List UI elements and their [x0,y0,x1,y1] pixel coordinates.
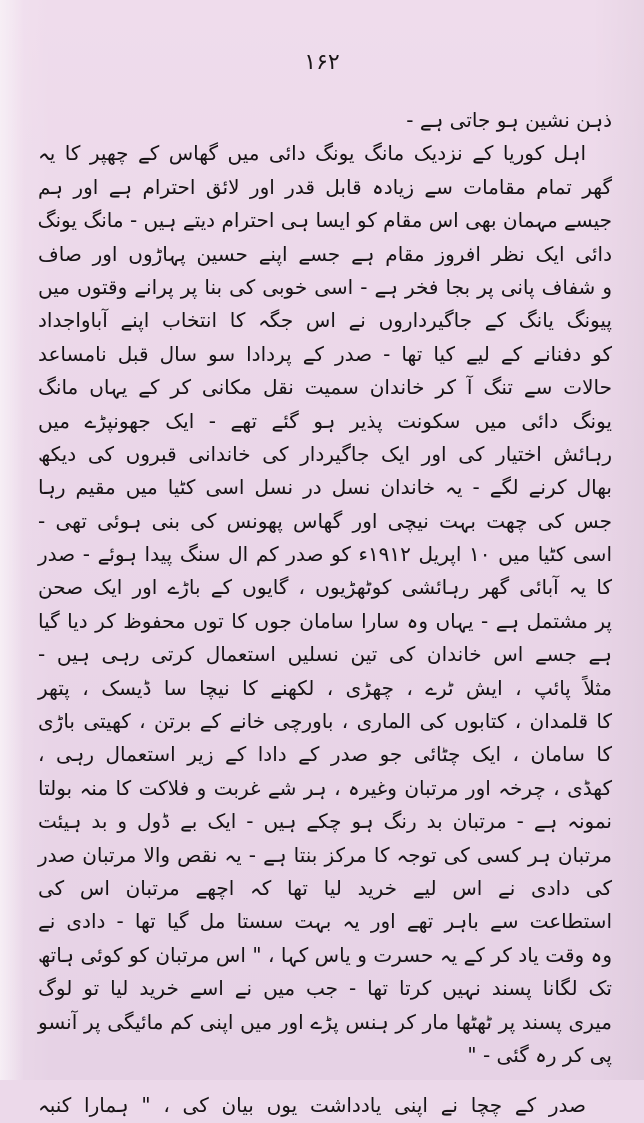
body-text [38,104,612,1123]
text-line: صدر کے چچا نے اپنی یادداشت یوں بیان کی ، " ہمارا کنبہ [38,1093,586,1118]
text-line: جس کی چھت بہت نیچی اور گھاس پھونس کی بنی ہوئی تھی - [38,508,612,533]
text-line: دائی ایک نظر افروز مقام ہے جسے اپنے حسین پہاڑوں اور صاف [38,241,612,266]
text-line: جیسے مہمان بھی اس مقام کو ایسا ہی احترام دیتے ہیں - مانگ یونگ [37,208,612,233]
text-line: مرتبان ہر کسی کی توجہ کا مرکز بنتا ہے - یہ نقص والا مرتبان صدر [38,842,612,867]
text-line: اسی کٹیا میں ۱۰ اپریل ۱۹۱۲ء کو صدر کم ال سنگ پیدا ہوئے - صدر [38,542,612,567]
text-line: رہائش اختیار کی اور ایک جاگیردار کی خاندانی قبروں کی دیکھ [38,441,612,466]
text-line: استطاعت سے باہر تھے اور یہ بہت سستا مل گیا تھا - دادی نے [38,909,612,934]
text-line: کا قلمدان ، کتابوں کی الماری ، باورچی خانے کے برتن ، کھیتی باڑی [38,709,612,734]
text-line: یونگ دائی میں سکونت پذیر ہو گئے تھے - ایک جھونپڑے میں [38,408,612,433]
page-number: ۱۶۲ [304,50,340,75]
text-line: تک لگانا پسند نہیں کرتا تھا - جب میں نے اسے خرید لیا تو لوگ [38,976,612,1001]
text-line: ذہن نشین ہو جاتی ہے - [406,108,612,132]
text-line: گھر تمام مقامات سے زیادہ قابل قدر اور لائق احترام ہے اور ہم [38,174,612,199]
text-line: میری پسند پر ٹھٹھا مار کر ہنس پڑے اور میں اپنی کم مائیگی پر آنسو [38,1009,612,1034]
text-line: بھال کرنے لگے - یہ خاندان نسل در نسل اسی کٹیا میں مقیم رہا [38,475,612,500]
text-line: پیونگ یانگ کے جاگیرداروں نے اس جگہ کا انتخاب اپنے آباواجداد [38,308,612,333]
text-line: نمونہ ہے - مرتبان بد رنگ ہو چکے ہیں - ایک بے ڈول و بد ہیئت [38,809,612,834]
text-line: پی کر رہ گئی - " [467,1042,612,1067]
text-line: کی دادی نے اس لیے خرید لیا تھا کہ اچھے مرتبان اس کی [38,875,612,900]
text-line: حالات سے تنگ آ کر خاندان سمیت نقل مکانی کر کے یہاں مانگ [38,375,612,400]
text-line: کا سامان ، ایک چٹائی جو صدر کے دادا کے زیر استعمال رہی ، [38,742,612,767]
page-edge-highlight [0,0,24,1080]
text-line: کو دفنانے کے لیے کیا تھا - صدر کے پردادا سو سال قبل نامساعد [38,341,612,366]
text-line: ہے جسے اس خاندان کی تین نسلیں استعمال کرتی رہی ہیں - [38,642,612,667]
text-line: کا یہ آبائی گھر رہائشی کوٹھڑیوں ، گایوں کے باڑے اور ایک صحن [38,575,612,600]
text-line: وہ وقت یاد کر کے یہ حسرت و یاس کہا ، " اس مرتبان کو کوئی ہاتھ [38,942,612,967]
text-line: مثلاً پائپ ، ایش ٹرے ، چھڑی ، لکھنے کا نیچا سا ڈیسک ، پتھر [38,675,612,700]
text-line: کھڈی ، چرخہ اور مرتبان وغیرہ ، ہر شے غربت و فلاکت کا منہ بولتا [38,775,612,800]
text-line: پر مشتمل ہے - یہاں وہ سارا سامان جوں کا توں محفوظ کر دیا گیا [38,608,612,633]
text-line: و شفاف پانی پر بجا فخر ہے - اسی خوبی کی بنا پر پرانے وقتوں میں [38,274,612,299]
text-line: اہل کوریا کے نزدیک مانگ یونگ دائی میں گھاس کے چھپر کا یہ [38,141,586,166]
